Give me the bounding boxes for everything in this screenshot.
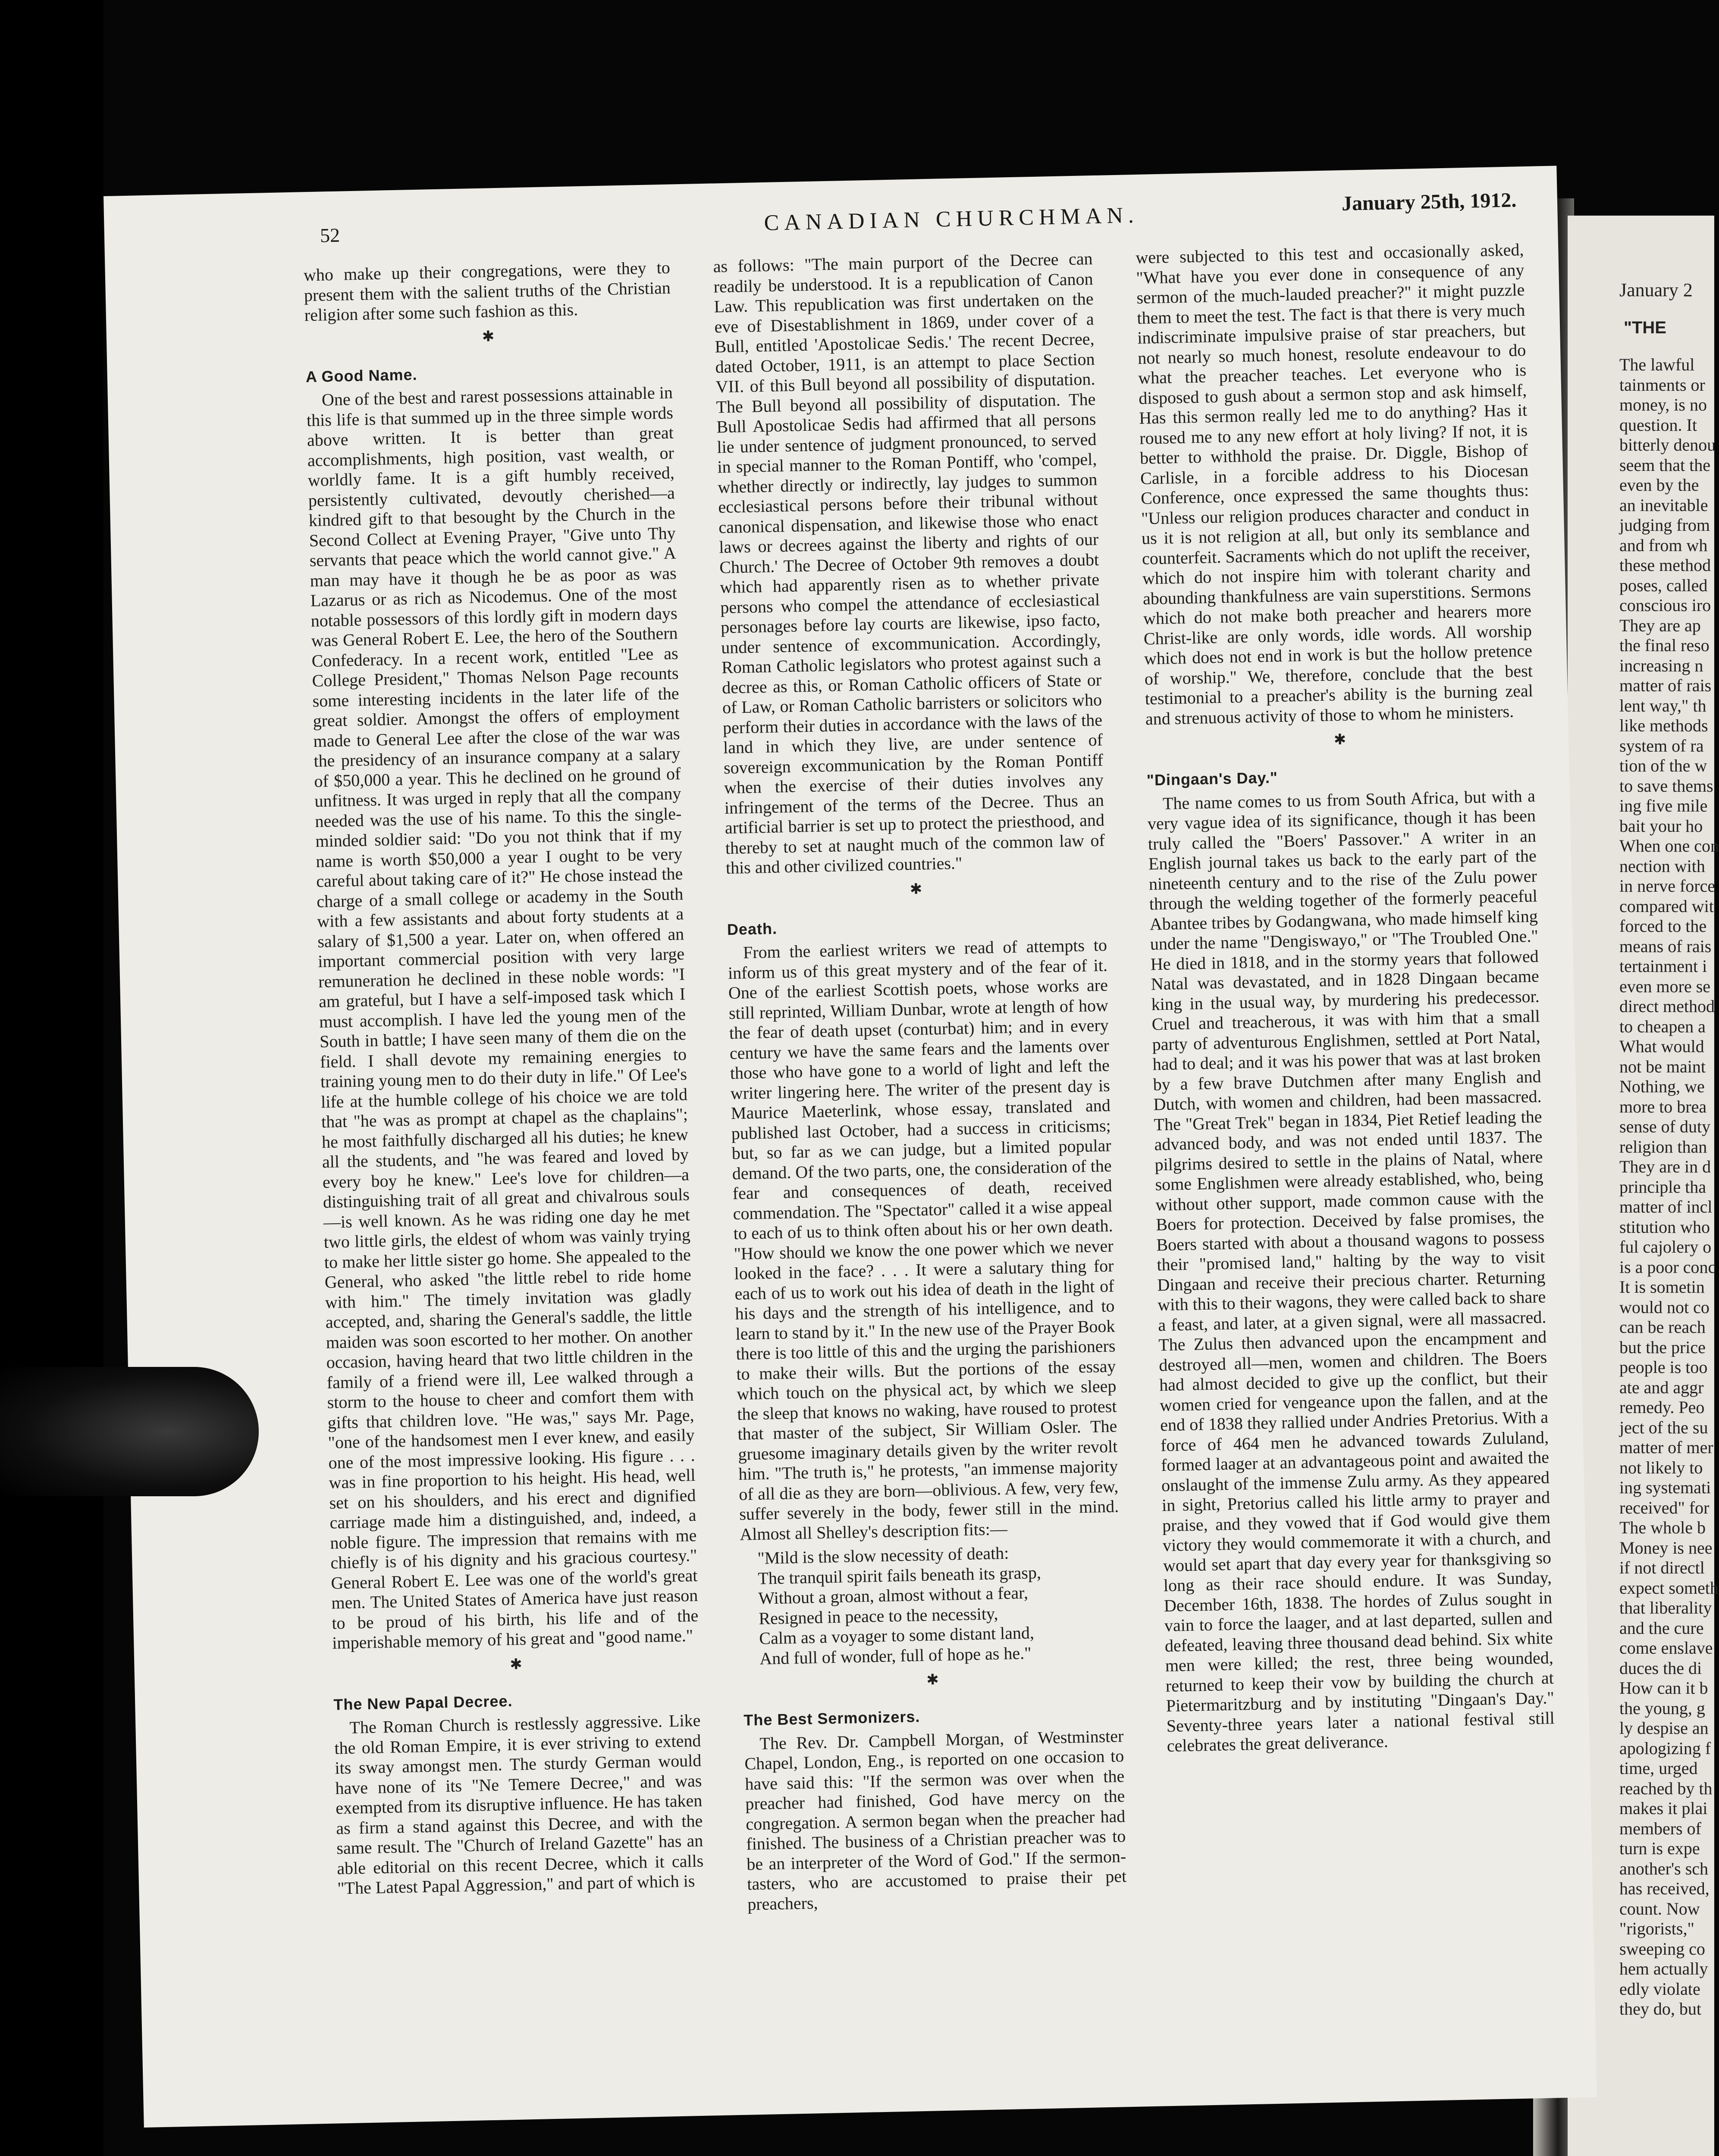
- right-page-line: sweeping co: [1619, 1939, 1705, 1959]
- right-page-line: How can it b: [1619, 1678, 1708, 1698]
- right-page-line: increasing n: [1619, 655, 1703, 675]
- ornament: ✱: [910, 881, 922, 897]
- poem-line: "Mild is the slow necessity of death:: [757, 1543, 1009, 1568]
- poem-line: The tranquil spirit fails beneath its grasp,: [757, 1562, 1041, 1588]
- right-page-line: like methods: [1619, 716, 1708, 735]
- right-page-line: even more se: [1619, 976, 1711, 996]
- right-page-line: turn is expe: [1619, 1839, 1700, 1858]
- papal-decree-paragraph: The Roman Church is restlessly aggressive. Like the old Roman Empire, it is ever striving to extend its sway amongst men. The sturdy German would have none of its "Ne Temere Decree," and was exempted from its disruptive influence. He has taken as firm a stand against this Decree, and with the same result. The "Church of Ireland Gazette" has an able editorial on this recent Decree, which it calls "The Latest Papal Aggression," and part of which is: [334, 1710, 704, 1898]
- right-page-line: duces the di: [1619, 1658, 1702, 1678]
- background-edge: [0, 0, 104, 2156]
- right-page-line: makes it plai: [1619, 1799, 1708, 1818]
- right-page-line: and from wh: [1619, 535, 1708, 555]
- right-page-line: edly violate: [1619, 1979, 1700, 1999]
- ornament: ✱: [482, 328, 495, 345]
- right-page-line: expect someth: [1619, 1578, 1719, 1598]
- right-page-line: has received,: [1619, 1879, 1710, 1898]
- right-page-text: [1619, 280, 1719, 2019]
- right-page-line: seem that the: [1619, 455, 1711, 475]
- right-page-line: poses, called: [1619, 575, 1708, 595]
- right-page-line: apologizing f: [1619, 1738, 1711, 1758]
- right-page-line: can be reach: [1619, 1317, 1706, 1337]
- right-page-lines: [1619, 355, 1719, 2019]
- right-page-line: count. Now: [1619, 1899, 1700, 1918]
- right-page-line: in nerve force: [1619, 876, 1716, 896]
- right-page-line: money, is no: [1619, 395, 1707, 414]
- poem-line: Without a groan, almost without a fear,: [758, 1583, 1029, 1608]
- right-page-line: direct method: [1619, 997, 1715, 1016]
- right-page-line: that liberality: [1619, 1598, 1712, 1617]
- right-page-line: ject of the su: [1619, 1417, 1708, 1437]
- page-number: 52: [320, 224, 340, 247]
- thumb-shadow: [0, 1367, 259, 1496]
- good-name-paragraph: One of the best and rarest possessions attainable in this life is that summed up in the three simple words above written. It is better than great accomplishments, high position, vast wealth, or worldly fame. It is a gift humbly received, persistently cultivated, devoutly cherished—a kindred gift to that besought by the Church in the Second Collect at Evening Prayer, "Give unto Thy servants that peace which the world cannot give." A man may have it though he be as poor as was Lazarus or as rich as Nicodemus. One of the most notable possessors of this lordly gift in modern days was General Robert E. Lee, the hero of the Southern Confederacy. In a recent work, entitled "Lee as College President," Thomas Nelson Page recounts some interesting incidents in the later life of the great soldier. Amongst the offers of employment made to General Lee after the close of the war was the presidency of an insurance company at a salary of $50,000 a year. This he declined on he ground of unfitness. It was urged in reply that all the company needed was the use of his name. To this the single-minded soldier said: "Do you not think that if my name is worth $50,000 a year I ought to be very careful about taking care of it?" He chose instead the charge of a small college or academy in the South with a few assistants and about forty students at a salary of $1,500 a year. Later on, when offered an important commercial position with very large remuneration he declined in these noble words: "I am grateful, but I have a self-imposed task which I must accomplish. I have led the young men of the South in battle; I have seen many of them die on the field. I shall devote my remaining energies to training young men to do their duty in life." Of Lee's life at the humble college of his choice we are told that "he was as prompt at chapel as the chaplains"; he most faithfully discharged all his duties; he knew all the students, and "he was feared and loved by every boy he knew." Lee's love for children—a distinguishing trait of all great and chivalrous souls—is well known. As he was riding one day he met two little girls, the eldest of whom was vainly trying to make her little sister go home. She appealed to the General, who asked "the little rebel to ride home with him." The timely invitation was gladly accepted, and, sharing the General's saddle, the little maiden was soon escorted to her mother. On another occasion, having heard that two little children in the family of a friend were ill, Lee walked through a storm to the house to cheer and comfort them with gifts that children love. "He was," says Mr. Page, "one of the handsomest men I ever knew, and easily one of the most impressive looking. His figure . . . was in fine proportion to his height. His head, well set on his shoulders, and his erect and dignified carriage made him a distinguished, and, indeed, a noble figure. The impression that remains with me chiefly is of his dignity and his gracious courtesy." General Robert E. Lee was one of the world's great men. The United States of America have just reason to be proud of his birth, his life and of the imperishable memory of his great and "good name.": [306, 382, 699, 1653]
- right-page-line: Nothing, we: [1619, 1077, 1705, 1096]
- right-page-line: nection with: [1619, 856, 1705, 876]
- issue-date: January 25th, 1912.: [1341, 188, 1517, 215]
- section-title-death: Death.: [727, 919, 778, 938]
- right-page-line: is a poor conc: [1619, 1257, 1716, 1277]
- right-page-line: members of: [1619, 1818, 1701, 1838]
- right-page-line: but the price: [1619, 1337, 1706, 1357]
- column-1: [303, 258, 704, 1899]
- right-page-title: "THE: [1624, 318, 1666, 337]
- right-page-line: means of rais: [1619, 936, 1712, 956]
- right-page-line: They are in d: [1619, 1157, 1711, 1176]
- right-page-line: another's sch: [1619, 1858, 1709, 1878]
- right-page-line: The whole b: [1619, 1518, 1706, 1537]
- right-page-line: lent way," th: [1619, 696, 1706, 715]
- ornament: ✱: [509, 1656, 523, 1673]
- right-page-line: more to brea: [1619, 1097, 1707, 1116]
- right-page-line: remedy. Peo: [1619, 1398, 1705, 1417]
- right-page-line: the final reso: [1619, 636, 1710, 655]
- right-page-line: the young, g: [1619, 1698, 1705, 1718]
- right-page-line: to save thems: [1619, 776, 1713, 796]
- right-page-line: come enslave: [1619, 1638, 1713, 1658]
- right-page-line: stitution who: [1619, 1217, 1710, 1237]
- intro-paragraph: who make up their congregations, were they to present them with the salient truths of the Christian religion after some such fashion as this.: [303, 257, 671, 325]
- sermon-test-paragraph: were subjected to this test and occasionally asked, "What have you ever done in consequence of any sermon of the much-lauded preacher?" it might puzzle them to meet the test. The fact is that there is very much indiscriminate impulsive praise of star preachers, but not nearly so much honest, resolute endeavour to do what the preacher teaches. Let everyone who is disposed to gush about a sermon stop and ask himself, Has this sermon really led me to do anything? Has it roused me to any new effort at holy living? If not, it is better to withhold the praise. Dr. Diggle, Bishop of Carlisle, in a forcible address to his Diocesan Conference, once expressed the same thoughts thus: "Unless our religion produces character and conduct in us it is not religion at all, but only its semblance and counterfeit. Sacraments which do not uplift the receiver, which do not inspire him with tolerant charity and abounding thankfulness are vain superstitions. Sermons which do not make both preacher and hearers more Christ-like are only words, idle words. All worship which does not end in work is but the hollow pretence of worship." We, therefore, conclude that the best testimonial to a preacher's ability is the burning zeal and strenuous activity of those to whom he ministers.: [1136, 240, 1534, 729]
- right-page-line: judging from: [1619, 515, 1710, 535]
- right-page-line: matter of incl: [1619, 1197, 1713, 1216]
- right-page-line: system of ra: [1619, 736, 1704, 755]
- right-page-line: ly despise an: [1619, 1718, 1709, 1738]
- right-page-line: The lawful: [1619, 355, 1695, 374]
- right-page-line: What would: [1619, 1037, 1704, 1056]
- right-page-line: sense of duty: [1619, 1117, 1711, 1136]
- ornament: ✱: [926, 1672, 939, 1688]
- right-page-line: matter of rais: [1619, 676, 1712, 695]
- column-2: [713, 249, 1127, 1915]
- right-page-line: matter of mer: [1619, 1438, 1713, 1457]
- right-page-line: They are ap: [1619, 615, 1701, 635]
- right-page-line: not likely to: [1619, 1457, 1703, 1477]
- right-page-line: to cheapen a: [1619, 1016, 1706, 1036]
- right-page-line: reached by th: [1619, 1778, 1713, 1798]
- right-page-line: ate and aggr: [1619, 1377, 1704, 1397]
- right-page-line: time, urged: [1619, 1758, 1698, 1778]
- right-page-line: "rigorists,": [1619, 1919, 1694, 1938]
- right-page-header: January 2: [1619, 279, 1693, 301]
- sermonizers-paragraph: The Rev. Dr. Campbell Morgan, of Westminster Chapel, London, Eng., is reported on one occasion to have said this: "If the sermon was over when the preacher had finished, God have mercy on the congregation. A sermon began when the preacher had finished. The business of a Christian preacher was to be an interpreter of the Word of God." If the sermon-tasters, who are accustomed to praise their pet preachers,: [744, 1726, 1127, 1914]
- poem-quote: [757, 1541, 1122, 1669]
- poem-line: Calm as a voyager to some distant land,: [759, 1623, 1035, 1648]
- right-page-line: religion than: [1619, 1137, 1707, 1156]
- right-page-line: bait your ho: [1619, 816, 1703, 836]
- right-page-line: It is sometin: [1619, 1277, 1705, 1297]
- right-page-line: compared wit: [1619, 896, 1714, 916]
- newspaper-page: [104, 166, 1597, 2128]
- right-page-line: people is too: [1619, 1357, 1708, 1377]
- right-page-line: these method: [1619, 555, 1711, 575]
- poem-line: And full of wonder, full of hope as he.": [759, 1643, 1032, 1668]
- right-page-line: question. It: [1619, 415, 1697, 435]
- right-page-line: ful cajolery o: [1619, 1237, 1712, 1257]
- right-page-line: tertainment i: [1619, 956, 1707, 976]
- right-page-line: received" for: [1619, 1498, 1710, 1517]
- right-page-line: tion of the w: [1619, 756, 1707, 775]
- right-page-line: hem actually: [1619, 1959, 1708, 1978]
- right-page-line: conscious iro: [1619, 595, 1711, 615]
- right-page-line: When one con: [1619, 836, 1719, 856]
- right-page-line: and the cure: [1619, 1618, 1704, 1638]
- right-page-line: not be maint: [1619, 1056, 1706, 1076]
- ornament: ✱: [1333, 731, 1346, 748]
- poem-line: Resigned in peace to the necessity,: [758, 1603, 998, 1628]
- right-page-line: they do, but: [1619, 1999, 1701, 2018]
- section-title-sermonizers: The Best Sermonizers.: [743, 1708, 920, 1729]
- right-page-line: bitterly denou: [1619, 435, 1716, 454]
- right-page-line: an inevitable: [1619, 495, 1708, 515]
- column-3: [1136, 240, 1555, 1756]
- section-title-papal-decree: The New Papal Decree.: [333, 1692, 513, 1714]
- right-page-line: ing systemati: [1619, 1478, 1711, 1497]
- right-page-line: even by the: [1619, 475, 1699, 495]
- section-title-dingaans-day: "Dingaan's Day.": [1146, 768, 1278, 789]
- right-page-line: Money is nee: [1619, 1538, 1713, 1557]
- right-page-line: if not directl: [1619, 1558, 1705, 1577]
- death-paragraph: From the earliest writers we read of attempts to inform us of this great mystery and of the fear of it. One of the earliest Scottish poets, whose works are still reprinted, William Dunbar, wrote at length of how the fear of death upset (conturbat) him; and in every century we have the same fears and the laments over those who have gone to a world of light and left the writer lingering here. The writer of the present day is Maurice Maeterlink, whose essay, translated and published last October, had a success in criticisms; but, so far as we can judge, but a limited popular demand. Of the two parts, one, the consideration of the fear and consequences of death, received commendation. The "Spectator" called it a wise appeal to each of us to think often about his or her own death. "How should we know the one power which we never looked in the face? . . . It were a salutary thing for each of us to work out his idea of death in the light of his days and the strength of his intelligence, and to learn to stand by it." In the new use of the Prayer Book there is too little of this and the urging the parishioners to make their wills. But the portions of the essay which touch on the physical act, by which we sleep the sleep that knows no waking, have roused to protest that master of the subject, Sir William Osler. The gruesome imaginary details given by the writer revolt him. "The truth is," he protests, "an immense majority of all die as they are born—oblivious. A few, very few, suffer severely in the body, fewer still in the mind. Almost all Shelley's description fits:—: [728, 935, 1119, 1544]
- masthead: CANADIAN CHURCHMAN.: [764, 203, 1139, 235]
- right-page-line: ing five mile: [1619, 796, 1708, 815]
- section-title-good-name: A Good Name.: [305, 365, 417, 385]
- right-page-line: principle tha: [1619, 1177, 1706, 1197]
- right-page-line: forced to the: [1619, 916, 1707, 936]
- right-page-line: tainments or: [1619, 375, 1705, 395]
- dingaans-day-paragraph: The name comes to us from South Africa, but with a very vague idea of its significance, though it has been truly called the "Boers' Passover." A writer in an English journal takes us back to the early part of the nineteenth century and to the rise of the Zulu power through the welding together of the formerly peaceful Abantee tribes by Godangwana, who made himself king under the name "Dengiswayo," or "The Troubled One." He died in 1818, and in the stormy years that followed Natal was devastated, and in 1828 Dingaan became king in the usual way, by murdering his predecessor. Cruel and treacherous, it was with him that a small party of adventurous Englishmen, settled at Port Natal, had to deal; and it was his power that was at last broken by a few brave Dutchmen after many English and Dutch, with women and children, had been massacred. The "Great Trek" began in 1834, Piet Retief leading the advanced body, and was not ended until 1837. The pilgrims desired to settle in the plains of Natal, where some Englishmen were already established, who, being without other support, made common cause with the Boers for protection. Deceived by false promises, the Boers started with about a thousand wagons to possess their "promised land," halting by the way to visit Dingaan and receive their precious charter. Returning with this to their wagons, they were called back to share a feast, and later, at a given signal, were all massacred. The Zulus then advanced upon the encampment and destroyed all—men, women and children. The Boers had almost decided to give up the conflict, but their women cried for vengeance upon the fallen, and at the end of 1838 they rallied under Andries Pretorius. With a force of 464 men he advanced towards Zululand, formed laager at an advantageous point and awaited the onslaught of the immense Zulu army. As they appeared in sight, Pretorius called his little army to prayer and praise, and they vowed that if God would give them victory they would commemorate it with a church, and would set apart that day every year for thanksgiving so long as their race should endure. It was Sunday, December 16th, 1838. The hordes of Zulus sought in vain to force the laager, and at last departed, sullen and defeated, leaving three thousand dead behind. Six white men were killed; the rest, three being wounded, returned to keep their vow by building the church at Pietermaritzburg and by instituting "Dingaan's Day." Seventy-three years later a national festival still celebrates the great deliverance.: [1147, 786, 1555, 1756]
- right-page-line: would not co: [1619, 1297, 1710, 1317]
- decree-quote-paragraph: as follows: "The main purport of the Decree can readily be understood. It is a republication of Canon Law. This republication was first undertaken on the eve of Disestablishment in 1869, under cover of a Bull, entitled 'Apostolicae Sedis.' The recent Decree, dated October, 1911, is an attempt to place Section VII. of this Bull beyond all possibility of disputation. The Bull beyond all possibility of disputation. The Bull Apostolicae Sedis had affirmed that all persons lie under sentence of judgment pronounced, to served in special manner to the Roman Pontiff, who 'compel, whether directly or indirectly, lay judges to summon ecclesiastical persons before their tribunal without canonical dispensation, and likewise those who enact laws or decrees against the liberty and rights of our Church.' The Decree of October 9th removes a doubt which had apparently risen as to whether private persons who compel the attendance of ecclesiastical personages before lay courts are likewise, ipso facto, under sentence of excommunication. Accordingly, Roman Catholic legislators who protest against such a decree as this, or Roman Catholic officers of State or of Law, or Roman Catholic barristers or solicitors who perform their duties in accordance with the laws of the land in which they live, are under sentence of sovereign excommunication by the Roman Pontiff when the exercise of their duties involves any infringement of the terms of the Decree. Thus an artificial barrier is set up to protect the priesthood, and thereby to set at naught much of the common law of this and other civilized countries.": [713, 249, 1105, 878]
